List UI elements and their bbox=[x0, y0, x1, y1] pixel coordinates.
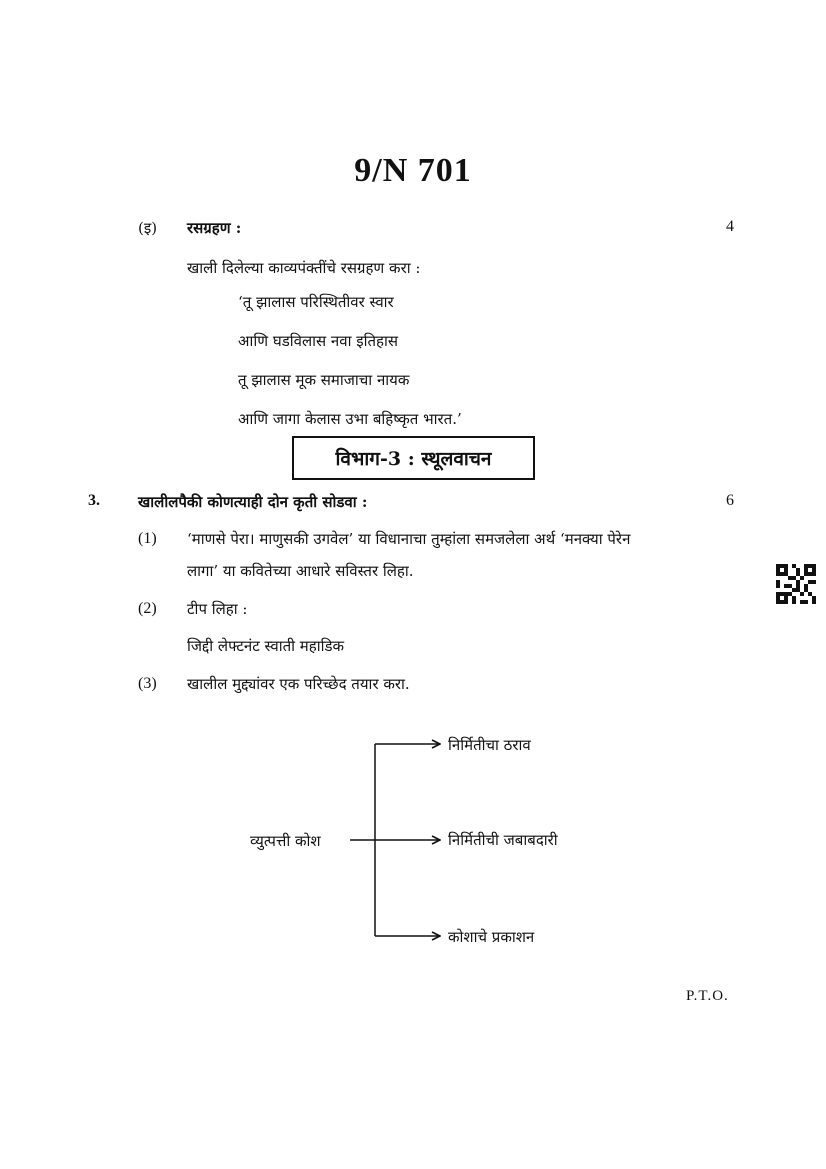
item-number: (2) bbox=[138, 600, 157, 617]
sub-question-label: (इ) bbox=[138, 219, 158, 237]
poem-line: आणि जागा केलास उभा बहिष्कृत भारत.’ bbox=[238, 410, 462, 428]
poem-line: आणि घडविलास नवा इतिहास bbox=[238, 332, 399, 350]
diagram-center-node: व्युत्पत्ती कोश bbox=[250, 832, 321, 850]
diagram-branch-node: निर्मितीचा ठराव bbox=[448, 736, 531, 754]
sub-question-marks: 4 bbox=[726, 218, 734, 235]
section-heading-box bbox=[292, 436, 535, 480]
pto-note: P.T.O. bbox=[686, 988, 729, 1004]
paper-code: 9/N 701 bbox=[354, 152, 472, 189]
item-text-line: जिद्दी लेफ्टनंट स्वाती महाडिक bbox=[187, 637, 345, 655]
question-marks: 6 bbox=[726, 492, 734, 509]
diagram-branch-node: कोशाचे प्रकाशन bbox=[448, 928, 535, 946]
item-number: (1) bbox=[138, 530, 157, 547]
item-number: (3) bbox=[138, 675, 157, 692]
qr-code-icon bbox=[776, 564, 816, 604]
item-text-line: ‘माणसे पेरा। माणुसकी उगवेल’ या विधानाचा तुम्हांला समजलेला अर्थ ‘मनक्या पेरेन bbox=[187, 530, 631, 548]
sub-question-title: रसग्रहण : bbox=[187, 219, 242, 237]
item-text-line: टीप लिहा : bbox=[187, 600, 248, 618]
question-title: खालीलपैकी कोणत्याही दोन कृती सोडवा : bbox=[138, 493, 368, 511]
item-text-line: खालील मुद्द्यांवर एक परिच्छेद तयार करा. bbox=[187, 675, 410, 693]
poem-line: ‘तू झालास परिस्थितीवर स्वार bbox=[238, 293, 394, 311]
poem-line: तू झालास मूक समाजाचा नायक bbox=[238, 371, 410, 389]
diagram-branch-node: निर्मितीची जबाबदारी bbox=[448, 831, 558, 849]
section-heading: विभाग-3 : स्थूलवाचन bbox=[335, 448, 492, 470]
question-number: 3. bbox=[88, 492, 100, 509]
item-text-line: लागा’ या कवितेच्या आधारे सविस्तर लिहा. bbox=[187, 562, 414, 580]
sub-question-instruction: खाली दिलेल्या काव्यपंक्तींचे रसग्रहण करा : bbox=[187, 259, 421, 277]
